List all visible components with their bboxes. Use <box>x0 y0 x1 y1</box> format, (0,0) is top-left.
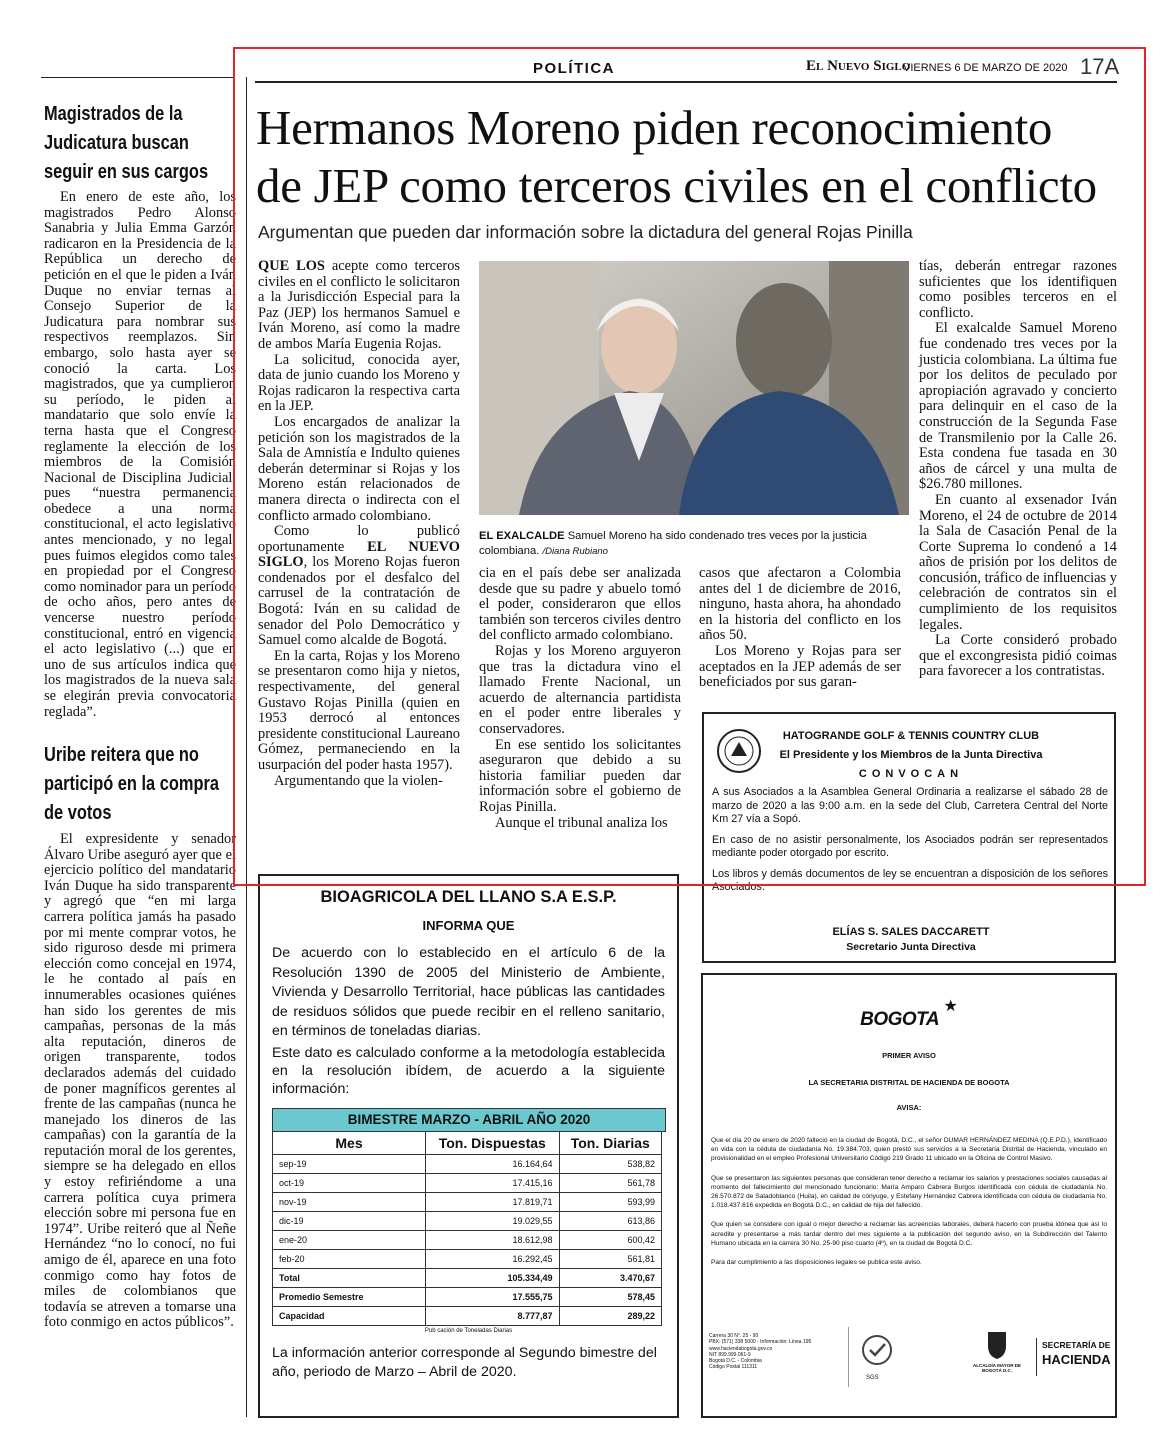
article-paragraph: cia en el país debe ser analizada desde que su padre y abuelo tomó el poder, consideraron que ellos también son terceros civiles dentro del conflicto armado colombiano. <box>479 565 681 644</box>
divider <box>848 1327 849 1387</box>
divider <box>1036 1338 1037 1376</box>
table-cell: feb-20 <box>273 1250 426 1269</box>
table-row <box>273 1174 662 1193</box>
table-cell: 289,22 <box>559 1307 661 1326</box>
table-cell: 105.334,49 <box>426 1269 560 1288</box>
article-paragraph: casos que afectaron a Colombia antes del 1 de diciembre de 2016, ninguno, hasta ahora, ha ahondado en la historia del conflicto en los años 50. <box>699 565 901 644</box>
table-cell: dic-19 <box>273 1212 426 1231</box>
paragraph-text: , los Moreno Rojas fueron condenados por el desfalco del carrusel de la contratación de Bogotá: Iván en su calidad de senador del Polo Democrático y Samuel como alcalde de Bogotá. <box>258 554 460 649</box>
caption-text: Samuel Moreno ha sido condenado tres veces por la justicia colombiana. <box>479 530 867 557</box>
notice-paragraph: Que se presentaron las siguientes personas que consideran tener derecho a reclamar los salarios y prestaciones sociales causadas al momento del fallecimiento del mencionado funcionario: María Amparo Cabrera Burgos identificada con cédula de ciudadanía No. 26.570.872 de Saladoblanco (Huila), en calidad de cónyuge, y Estefany Hernández Cabrera identificada con cédula de ciudadanía No. 1.018.437.616 expedida en Bogotá D.C., en calidad de hija del fallecido. <box>711 1174 1107 1210</box>
article-paragraph: La solicitud, conocida ayer, data de junio cuando los Moreno y Rojas radicaron la respectiva carta en la JEP. <box>258 351 460 415</box>
bogota-logo <box>703 998 1115 1031</box>
table-total-row <box>273 1307 662 1326</box>
table-cell: nov-19 <box>273 1193 426 1212</box>
table-row <box>273 1231 662 1250</box>
table-title: BIMESTRE MARZO - ABRIL AÑO 2020 <box>272 1108 666 1132</box>
table-cell: 538,82 <box>559 1155 661 1174</box>
board-line: El Presidente y los Miembros de la Junta Directiva <box>779 749 1043 761</box>
table-row <box>273 1155 662 1174</box>
bioagricola-notice <box>258 874 679 1418</box>
bioagricola-closing: La información anterior corresponde al Segundo bimestre del año, periodo de Marzo – Abril de 2020. <box>272 1345 657 1380</box>
hacienda-notice <box>701 973 1117 1418</box>
table-cell: 16.292,45 <box>426 1250 560 1269</box>
article-paragraph: Argumentando que la violen- <box>274 772 443 789</box>
article-paragraph: La Corte consideró probado que el excongresista pidió coimas para favorecer a los contratistas. <box>919 632 1117 680</box>
article-paragraph: El exalcalde Samuel Moreno fue condenado tres veces por la justicia colombiana. La última fue por los delitos de peculado por apropiación agravado y concierto para delinquir en el caso de la construcción de la Segunda Fase de Transmilenio por la Calle 26. Esta condena fue tasada en 30 años de cárcel y una multa de $26.780 millones. <box>919 320 1117 493</box>
sgs-label: SGS <box>866 1375 879 1381</box>
notice-paragraph: Los libros y demás documentos de ley se encuentran a disposición de los señores Asociados. <box>712 867 1108 893</box>
article-paragraph: En cuanto al exsenador Iván Moreno, el 24 de octubre de 2014 la Sala de Casación Penal de la Corte Suprema lo condenó a 14 años de prisión por los delitos de concusión, tráfico de influencias y celebración de contratos sin el cumplimiento de los requisitos legales. <box>919 491 1117 633</box>
table-cell: Promedio Semestre <box>273 1288 426 1307</box>
table-footnote: Pub cación de Toneladas Diarias <box>424 1328 513 1334</box>
table-cell: 19.029,55 <box>426 1212 560 1231</box>
contact-address: Carrera 30 N°. 25 - 90 PBX: (571) 338 5000 - Información: Línea 195 www.haciendabogota.gov.co NIT 899.999.061-9 Bogotá D.C. - Colombia Código Postal 111311 <box>709 1333 812 1371</box>
bioagricola-title: BIOAGRICOLA DEL LLANO S.A E.S.P. <box>320 888 617 906</box>
issue-date: VIERNES 6 DE MARZO DE 2020 <box>903 62 1068 74</box>
signer-name: ELÍAS S. SALES DACCARETT <box>832 926 990 938</box>
table-row <box>273 1250 662 1269</box>
article-paragraph: Los Moreno y Rojas para ser aceptados en la JEP además de ser beneficiados por sus garan- <box>699 642 901 691</box>
sidebar-story-2-body: El expresidente y senador Álvaro Uribe aseguró ayer que el ejercicio político del mandatario Iván Duque ha sido transparente y agregó que “en mi larga carrera política jamás ha pasado por mi mente comprar votos, he sido riguroso desde mi primera elección como concejal en 1974, le he contado al país en innumerables ocasiones quiénes han sido los gerentes de mis campañas, personas de la más alta reputación, dineros de origen transparente, todos declarados además del cuidado de poner magníficos gerentes al frente de las campañas (nunca he manejado los dineros de las campañas) con la garantía de la reputación moral de los gerentes, siempre se ha delegado en ellos y estoy refiriéndome a una carrera política cuya primera elección sobre mi persona fue en 1974”. Uribe reiteró que al Ñeñe Hernández “no lo conocí, no fui amigo de él, aparece en una foto conmigo como hay fotos de miles de colombianos que todavía se atreven a tomarse una foto conmigo en actos públicos”. <box>44 831 236 1331</box>
hacienda-body <box>711 1136 1107 1267</box>
article-paragraph: Rojas y los Moreno arguyeron que tras la dictadura vino el llamado Frente Nacional, un acuerdo de alternancia partidista en el poder entre liberales y conservadores. <box>479 642 681 737</box>
table-cell: 16.164,64 <box>426 1155 560 1174</box>
sidebar-headline-2: Uribe reitera que no participó en la compra de votos <box>44 744 219 824</box>
table-row <box>273 1212 662 1231</box>
caption-lead: EL EXALCALDE <box>479 530 565 542</box>
deck: Argumentan que pueden dar información sobre la dictadura del general Rojas Pinilla <box>258 222 913 242</box>
sidebar-headline-1: Magistrados de la Judicatura buscan seguir en sus cargos <box>44 103 209 183</box>
column-header: Ton. Diarias <box>559 1132 661 1155</box>
bioagricola-subtitle: INFORMA QUE <box>422 918 515 933</box>
table-row <box>273 1193 662 1212</box>
bioagricola-method: Este dato es calculado conforme a la metodología establecida en la resolución ibídem, de acuerdo a la siguiente información: <box>272 1045 665 1097</box>
alcaldia-label: ALCALDÍA MAYOR DE BOGOTÁ D.C. <box>973 1363 1021 1373</box>
headline-line-1: Hermanos Moreno piden reconocimiento <box>256 100 1053 155</box>
notice-paragraph: En caso de no asistir personalmente, los Asociados podrán ser representados mediante poder otorgado por escrito. <box>712 833 1108 859</box>
table-cell: ene-20 <box>273 1231 426 1250</box>
lead-in: QUE LOS <box>258 258 325 274</box>
convocan: CONVOCAN <box>858 768 964 780</box>
table-cell: 17.819,71 <box>426 1193 560 1212</box>
coat-of-arms-icon <box>986 1330 1008 1360</box>
sidebar-story-1 <box>44 190 236 720</box>
column-header: Ton. Dispuestas <box>426 1132 560 1155</box>
notice-paragraph: A sus Asociados a la Asamblea General Ordinaria a realizarse el sábado 28 de marzo de 2020 a las 9:00 a.m. en la sede del Club, Carretera Central del Norte Km 27 vía a Sopó. <box>712 786 1108 825</box>
secretaria-line-1: SECRETARÍA DE <box>1042 1340 1111 1350</box>
paper-name: El Nuevo Siglo <box>806 58 911 74</box>
bogota-logo-text: BOGOTA <box>860 1009 940 1030</box>
column-header: Mes <box>273 1132 426 1155</box>
section-label: POLÍTICA <box>533 60 615 77</box>
article-paragraph: En la carta, Rojas y los Moreno se presentaron como hija y nietos, respectivamente, del general Gustavo Rojas Pinilla (quien en 1953 derrocó al entonces presidente constitucional Laureano Gómez, permaneciendo en la usurpación del poder hasta 1957). <box>258 647 460 773</box>
sidebar-story-1-body: En enero de este año, los magistrados Pedro Alonso Sanabria y Julia Emma Garzón radicaron en la Presidencia de la República un derecho de petición en el que le piden a Iván Duque no enviar ternas al Consejo Superior de la Judicatura para nombrar sus respectivos reemplazos. Sin embargo, solo hasta ayer se conoció la carta. Los magistrados, que ya cumplieron su período, le piden al mandatario que solo envíe la terna hasta que el Congreso reglamente la elección de los miembros de la Comisión Nacional de Disciplina Judicial, pues “nuestra permanencia obedece a una norma constitucional, el acto legislativo antes mencionado, y no legal, pues fuimos elegidos como tales en propiedad por el Congreso como nominador para un período de ocho años, pero antes de vencerse nuestro período constitucional, entró en vigencia el acto legislativo (...) que en uno de sus artículos indica que los magistrados de la nueva sala se elegirán previa convocatoria reglada”. <box>44 189 236 720</box>
star-icon: ★ <box>943 998 958 1015</box>
table-cell: Capacidad <box>273 1307 426 1326</box>
article-paragraph: Los encargados de analizar la petición son los magistrados de la Sala de Amnistía e Indulto quienes deberán determinar si Rojas y los Moreno están relacionados de manera directa o indirecta con el conflicto armado colombiano. <box>258 413 460 524</box>
paragraph-text: acepte como terceros civiles en el conflicto le solicitaron a la Jurisdicción Especial para la Paz (JEP) los hermanos Samuel e Iván Moreno, así como la madre de ambos María Eugenia Rojas. <box>258 258 460 352</box>
table-cell: 18.612,98 <box>426 1231 560 1250</box>
sgs-certification-icon <box>858 1333 896 1375</box>
bioagricola-intro: De acuerdo con lo establecido en el artículo 6 de la Resolución 1390 de 2005 del Ministerio de Ambiente, Vivienda y Desarrollo Territorial, hace públicas las cantidades de residuos sólidos que puede recibir en el relleno sanitario, en términos de toneladas diarias. <box>272 945 665 1039</box>
sidebar-top-rule <box>41 77 233 78</box>
paragraph-text: Como lo publicó oportunamente <box>258 523 460 555</box>
disposal-table <box>272 1131 662 1326</box>
table-header-row <box>273 1132 662 1155</box>
avisa-label: AVISA: <box>896 1103 922 1112</box>
headline-line-2: de JEP como terceros civiles en el conflicto <box>256 158 1097 213</box>
table-cell: 593,99 <box>559 1193 661 1212</box>
table-cell: 3.470,67 <box>559 1269 661 1288</box>
article-paragraph: En ese sentido los solicitantes aseguraron que debido a su historia familiar pueden dar información sobre el gobierno de Rojas Pinilla. <box>479 736 681 815</box>
article-paragraph: tías, deberán entregar razones suficientes que los identifiquen como posibles terceros en el conflicto. <box>919 258 1117 321</box>
table-cell: sep-19 <box>273 1155 426 1174</box>
notice-paragraph: Que el día 20 de enero de 2020 falleció en la ciudad de Bogotá, D.C., el señor DUMAR HERNÁNDEZ MEDINA (Q.E.P.D.), identificado en vida con la cédula de ciudadanía No. 19.384.703, quien prestó sus servicios a la Secretaría Distrital de Hacienda, vinculado en provisionalidad en el empleo Profesional Universitario Código 219 Grado 11 ubicado en la Oficina de Control Masivo. <box>711 1137 1107 1163</box>
highlight-box <box>233 47 1146 886</box>
table-total-row <box>273 1288 662 1307</box>
table-cell: 17.415,16 <box>426 1174 560 1193</box>
signer-title: Secretario Junta Directiva <box>846 941 976 953</box>
table-cell: 8.777,87 <box>426 1307 560 1326</box>
table-cell: 613,86 <box>559 1212 661 1231</box>
table-cell: 578,45 <box>559 1288 661 1307</box>
notice-paragraph: Para dar cumplimiento a las disposiciones legales se publica este aviso. <box>711 1259 922 1267</box>
secretaria-line-2: HACIENDA <box>1042 1352 1111 1367</box>
notice-paragraph: Que quien se considere con igual o mejor derecho a reclamar las acreencias laborales, deberá hacerlo con prueba idónea que así lo acredite y presentarse a más tardar dentro del mes siguiente a la publicación del segundo aviso, en la Subdirección del Talento Humano ubicada en la carrera 30 No. 25-90 piso cuarto (4º), en la ciudad de Bogotá D.C. <box>711 1221 1107 1247</box>
aviso-label: PRIMER AVISO <box>882 1051 936 1060</box>
table-cell: 561,81 <box>559 1250 661 1269</box>
sidebar-story-2 <box>44 832 236 1331</box>
table-cell: 17.555,75 <box>426 1288 560 1307</box>
table-cell: Total <box>273 1269 426 1288</box>
table-cell: oct-19 <box>273 1174 426 1193</box>
entity-label: LA SECRETARIA DISTRITAL DE HACIENDA DE BOGOTA <box>808 1078 1010 1087</box>
club-name: HATOGRANDE GOLF & TENNIS COUNTRY CLUB <box>782 730 1040 742</box>
table-cell: 600,42 <box>559 1231 661 1250</box>
photo-credit: /Diana Rubiano <box>542 546 608 557</box>
page-number: 17A <box>1080 54 1120 79</box>
article-paragraph: Aunque el tribunal analiza los <box>495 814 668 831</box>
table-total-row <box>273 1269 662 1288</box>
table-cell: 561,78 <box>559 1174 661 1193</box>
paper-mention: EL NUEVO SIGLO <box>258 538 460 571</box>
